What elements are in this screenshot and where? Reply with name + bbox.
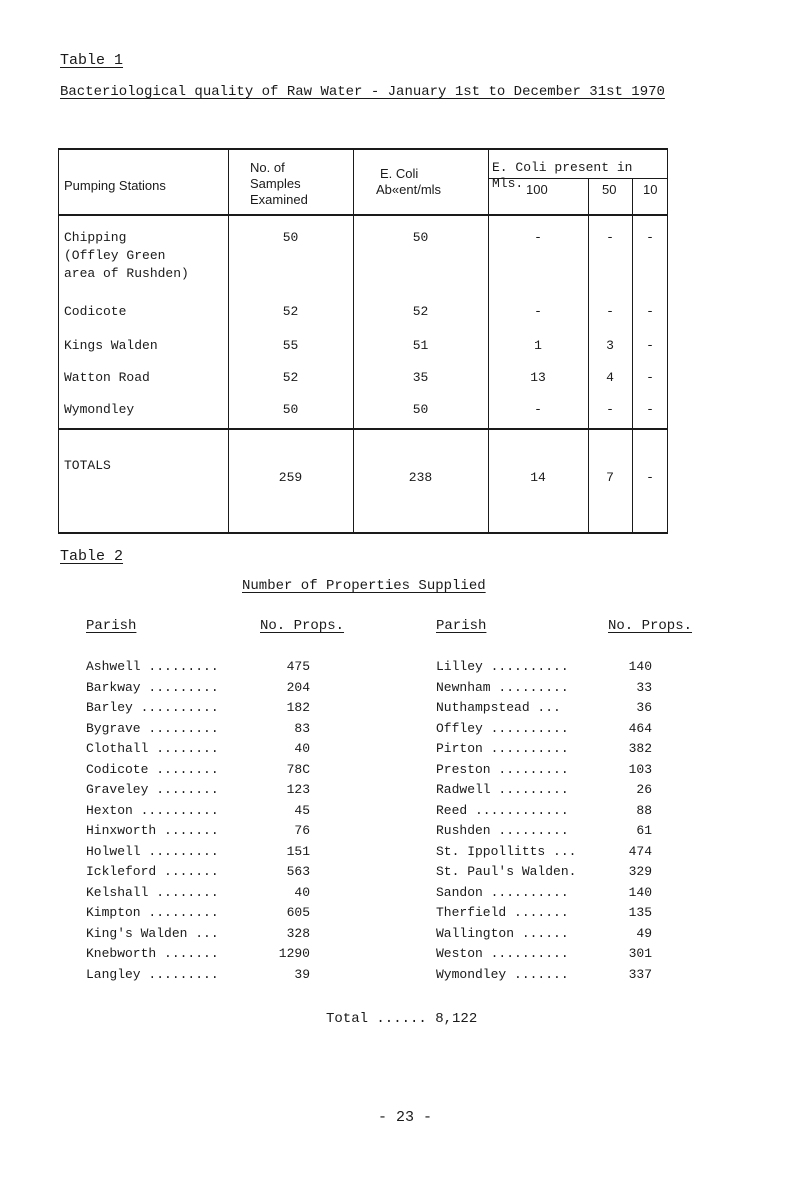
header-props-right: No. Props. [608,618,693,634]
row-watton-road-name: Watton Road [64,370,150,385]
header-10: 10 [643,182,658,197]
header-absent-2: Ab«ent/mls [376,182,442,197]
parish-props-left: 40 [294,741,310,756]
header-samples-1: No. of [250,160,285,175]
parish-props-left: 563 [286,864,310,879]
parish-name-right: Lilley .......... [436,659,569,674]
row-wymondley-p50: - [606,402,614,417]
t1-bottom-rule [58,532,668,534]
header-parish-left: Parish [86,618,137,634]
header-absent-1: E. Coli [380,166,419,181]
totals-p100: 14 [530,470,546,485]
parish-props-right: 474 [628,843,652,859]
parish-props-right: 464 [628,720,652,736]
row-watton-road-p50: 4 [606,370,614,385]
header-parish-right: Parish [436,618,487,634]
row-codicote-name: Codicote [64,304,127,319]
header-50: 50 [602,182,617,197]
parish-name-left: Hexton .......... [86,802,219,818]
parish-name-left: Barkway ......... [86,679,219,695]
parish-props-left: 475 [286,659,310,674]
row-watton-road-p100: 13 [530,370,546,385]
parish-props-right: 140 [628,659,652,674]
row-kings-walden-p100: 1 [534,338,542,353]
parish-name-right: Wymondley ....... [436,966,569,982]
parish-name-right: Wallington ...... [436,925,569,941]
table1-subtitle: Bacteriological quality of Raw Water - January 1st to December 31st 1970 [60,84,665,100]
parish-props-right: 26 [636,782,652,797]
row-wymondley-p10: - [646,402,654,417]
row-kings-walden-p10: - [646,338,654,353]
parish-name-left: Holwell ......... [86,843,219,859]
parish-name-right: Pirton .......... [436,741,569,756]
parish-name-left: Graveley ........ [86,782,219,797]
table2-subtitle: Number of Properties Supplied [242,578,486,594]
parish-props-left: 39 [294,966,310,982]
t1-top-rule [58,148,668,150]
totals-samples: 259 [278,470,303,485]
parish-name-left: Clothall ........ [86,741,219,756]
parish-props-right: 61 [636,823,652,838]
row-codicote-p10: - [646,304,654,319]
parish-name-left: Ashwell ......... [86,659,219,674]
parish-props-right: 301 [628,946,652,961]
parish-props-left: 182 [286,700,310,715]
table1 [58,148,668,534]
parish-props-left: 1290 [278,946,310,961]
parish-name-right: Weston .......... [436,946,569,961]
row-kings-walden-absent: 51 [412,338,429,353]
row-kings-walden-samples: 55 [282,338,299,353]
row-chipping-name-1: Chipping [64,230,127,245]
header-samples-3: Examined [250,192,308,207]
parish-props-left: 83 [294,720,310,736]
row-kings-walden-p50: 3 [606,338,614,353]
parish-name-left: King's Walden ... [86,925,219,941]
parish-props-left: 40 [294,884,310,900]
parish-props-right: 88 [636,802,652,818]
parish-name-right: Preston ......... [436,761,569,777]
row-chipping-name-2: (Offley Green [64,248,166,263]
parish-name-left: Langley ......... [86,966,219,982]
row-watton-road-samples: 52 [282,370,299,385]
parish-props-right: 36 [636,700,652,715]
header-pumping-stations: Pumping Stations [64,178,166,193]
parish-props-right: 103 [628,761,652,777]
parish-props-left: 328 [286,925,310,941]
parish-props-left: 76 [294,823,310,838]
parish-name-right: Therfield ....... [436,905,569,920]
parish-props-right: 329 [628,864,652,879]
row-chipping-p10: - [646,230,654,245]
parish-props-right: 49 [636,925,652,941]
row-codicote-p100: - [534,304,542,319]
totals-absent: 238 [408,470,433,485]
parish-props-left: 204 [286,679,310,695]
row-kings-walden-name: Kings Walden [64,338,158,353]
totals-p50: 7 [606,470,614,485]
parish-name-right: Reed ............ [436,802,569,818]
parish-name-left: Kelshall ........ [86,884,219,900]
row-chipping-absent: 50 [412,230,429,245]
parish-name-right: Radwell ......... [436,782,569,797]
parish-name-left: Ickleford ....... [86,864,219,879]
row-wymondley-p100: - [534,402,542,417]
parish-name-right: Sandon .......... [436,884,569,900]
parish-name-right: Offley .......... [436,720,569,736]
row-chipping-p100: - [534,230,542,245]
parish-name-left: Codicote ........ [86,761,219,777]
row-codicote-samples: 52 [282,304,299,319]
parish-name-left: Knebworth ....... [86,946,219,961]
row-codicote-absent: 52 [412,304,429,319]
parish-name-left: Barley .......... [86,700,219,715]
header-100: 100 [526,182,548,197]
parish-props-right: 135 [628,905,652,920]
row-wymondley-name: Wymondley [64,402,135,417]
row-chipping-samples: 50 [282,230,299,245]
t1-header-rule [58,214,668,216]
parish-name-right: Newnham ......... [436,679,569,695]
row-chipping-name-3: area of Rushden) [64,266,189,281]
header-samples-2: Samples [250,176,301,191]
parish-props-left: 605 [286,905,310,920]
totals-p10: - [646,470,654,485]
header-props-left: No. Props. [260,618,345,634]
row-wymondley-absent: 50 [412,402,429,417]
row-watton-road-absent: 35 [412,370,429,385]
parish-props-left: 151 [286,843,310,859]
row-wymondley-samples: 50 [282,402,299,417]
table2-title: Table 2 [60,548,124,565]
parish-name-left: Bygrave ......... [86,720,219,736]
totals-label: TOTALS [64,458,111,473]
parish-props-right: 337 [628,966,652,982]
parish-props-left: 123 [286,782,310,797]
parish-props-right: 33 [636,679,652,695]
parish-props-left: 78C [286,761,310,777]
row-watton-road-p10: - [646,370,654,385]
header-present: E. Coli present in Mls. [492,160,633,191]
t1-left-border [58,148,59,534]
row-chipping-p50: - [606,230,614,245]
parish-name-right: Nuthampstead ... [436,700,561,715]
row-codicote-p50: - [606,304,614,319]
parish-props-left: 45 [294,802,310,818]
parish-name-right: Rushden ......... [436,823,569,838]
table2-total: Total ...... 8,122 [326,1011,478,1027]
t1-body-rule [58,428,668,430]
parish-name-left: Kimpton ......... [86,905,219,920]
parish-name-left: Hinxworth ....... [86,823,219,838]
page-number: - 23 - [378,1109,433,1126]
table1-title: Table 1 [60,52,124,69]
parish-props-right: 382 [628,741,652,756]
parish-props-right: 140 [628,884,652,900]
parish-name-right: St. Ippollitts ... [436,843,577,859]
parish-name-right: St. Paul's Walden. [436,864,577,879]
